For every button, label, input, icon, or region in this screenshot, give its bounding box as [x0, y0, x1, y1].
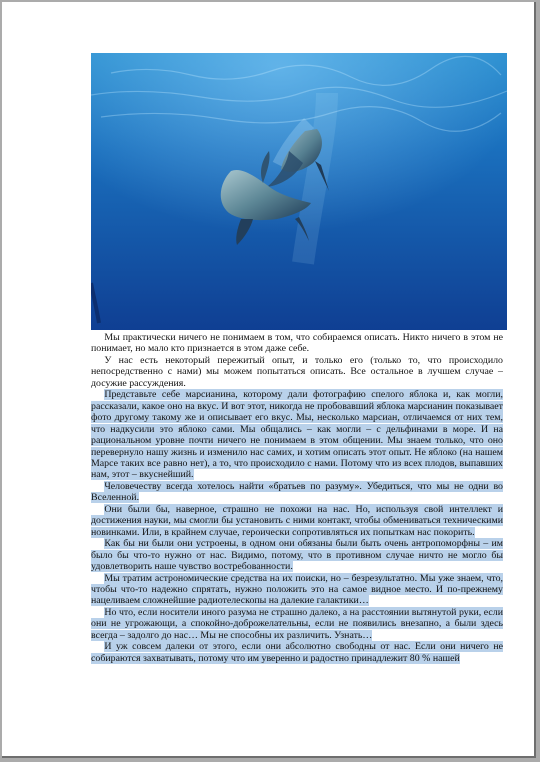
paragraph-3: Представьте себе марсианина, которому дали фотографию спелого яблока и, как могли, рассказали, какое оно на вкус. И вот этот, никогда не пробовавший яблока марсианин показывает фото другому такому же и описывает его вкус. Мы, несколько марсиан, отличаемся от них тем, что надкусили это яблоко сами. Мы общались – как могли – с дельфинами в море. И на рациональном уровне почти ничего не понимаем в этом общении. Мы знаем только, что оно перевернуло нашу жизнь и изменило нас самих, и хотим описать этот опыт. Не яблоко (на нашем Марсе таких все равно нет), а то, что происходило с нами. Потому что из всех плодов, выпавших нам, этот – вкуснейший.: [91, 389, 503, 481]
paragraph-7: Мы тратим астрономические средства на их поиски, но – безрезультатно. Мы уже знаем, что, чтобы что-то надежно спрятать, нужно положить это на самое видное место. И по-прежнему нацеливаем сложнейшие радиотелескопы на далекие галактики…: [91, 572, 503, 607]
paragraph-5: Они были бы, наверное, страшно не похожи на нас. Но, используя свой интеллект и достижения науки, мы смогли бы установить с ними контакт, чтобы обмениваться техническими новинками. Или, в крайнем случае, героически сопротивляться их попыткам нас покорить.: [91, 503, 503, 538]
article-text: [91, 332, 503, 664]
paragraph-6: Как бы ни были они устроены, в одном они обязаны были быть очень антропоморфны – им было бы что-то нужно от нас. Видимо, потому, что в противном случае ничто не могло бы удовлетворить наше чувство востребованности.: [91, 538, 503, 573]
document-page: [2, 2, 536, 758]
paragraph-2: У нас есть некоторый пережитый опыт, и только его (только то, что происходило непосредственно с нами) мы можем попытаться описать. Все остальное в лучшем случае – досужие рассуждения.: [91, 354, 503, 389]
paragraph-4: Человечеству всегда хотелось найти «братьев по разуму». Убедиться, что мы не одни во Вселенной.: [91, 480, 503, 504]
paragraph-8: Но что, если носители иного разума не страшно далеко, а на расстоянии вытянутой руки, если они не угрожающи, а спокойно-доброжелательны, если не появились внезапно, а были здесь всегда – задолго до нас… Мы не способны их различить. Узнать…: [91, 606, 503, 641]
dolphins-photo: [91, 53, 507, 330]
paragraph-1: Мы практически ничего не понимаем в том, что собираемся описать. Никто ничего в этом не понимает, но мало кто признается в этом даже себе.: [91, 332, 503, 355]
paragraph-9: И уж совсем далеки от этого, если они абсолютно свободны от нас. Если они ничего не собираются захватывать, потому что им уверенно и радостно принадлежит 80 % нашей: [91, 641, 503, 664]
